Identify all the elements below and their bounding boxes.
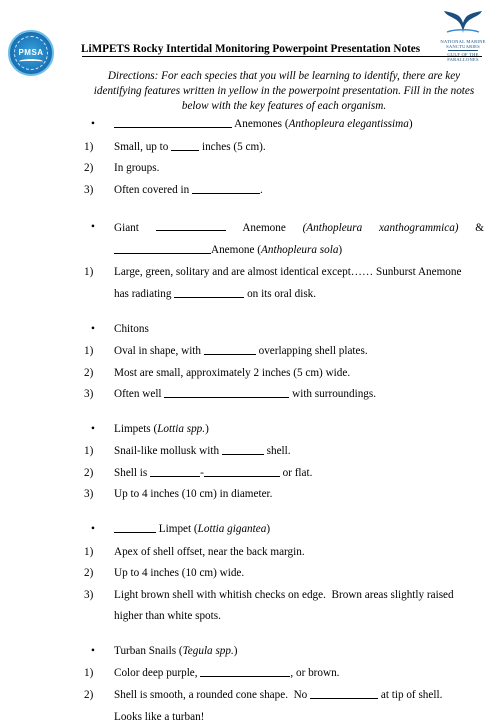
fill-blank[interactable] (150, 466, 200, 477)
logo-divider (448, 50, 478, 51)
section-aggregating-anemone (84, 117, 484, 197)
fill-blank[interactable] (222, 444, 264, 455)
item-number: 3) (84, 183, 93, 198)
bullet-icon: • (91, 422, 95, 437)
list-item (84, 545, 484, 560)
list-item (84, 566, 484, 581)
item-text: . (260, 184, 263, 196)
item-text: Shell is (114, 467, 150, 479)
item-text: Up to 4 inches (10 cm) wide. (114, 567, 244, 579)
latin-name: Anthopleura sola (261, 244, 338, 256)
item-text: Up to 4 inches (10 cm) in diameter. (114, 488, 272, 500)
species-heading (84, 422, 484, 437)
list-item (84, 140, 484, 155)
item-number: 1) (84, 344, 93, 359)
fill-blank[interactable] (114, 243, 211, 254)
heading-line-2 (114, 243, 484, 258)
fill-blank[interactable] (156, 220, 226, 231)
latin-name: Lottia spp. (157, 423, 205, 435)
item-number: 1) (84, 444, 93, 459)
item-number: 2) (84, 466, 93, 481)
list-item (84, 387, 484, 402)
heading-line (114, 220, 484, 236)
logo-line-4: FARALLONES (437, 57, 489, 62)
title-rule (82, 56, 482, 57)
list-item (84, 344, 484, 359)
item-number: 1) (84, 666, 93, 681)
fill-blank[interactable] (200, 666, 290, 677)
bullet-icon: • (91, 644, 95, 659)
bullet-icon: • (91, 522, 95, 537)
logo-wave-icon (19, 59, 43, 64)
section-owl-limpet (84, 522, 484, 624)
item-text: Most are small, approximately 2 inches (5 cm) wide. (114, 367, 350, 379)
heading-close: ) (205, 423, 209, 435)
fill-blank[interactable] (171, 140, 199, 151)
latin-name: Tegula spp. (183, 645, 234, 657)
species-heading (84, 644, 484, 659)
item-number: 1) (84, 140, 93, 155)
item-text: - (200, 467, 204, 479)
item-text: Snail-like mollusk with (114, 445, 222, 457)
section-chitons (84, 322, 484, 402)
item-text: or flat. (280, 467, 313, 479)
heading-close: ) (266, 523, 270, 535)
heading-text: Limpet ( (156, 523, 198, 535)
item-text: Shell is smooth, a rounded cone shape. No (114, 689, 310, 701)
list-item (84, 366, 484, 381)
item-text: on its oral disk. (244, 288, 316, 300)
item-text: Often well (114, 388, 164, 400)
item-text: overlapping shell plates. (256, 345, 368, 357)
item-number: 2) (84, 161, 93, 176)
item-text: inches (5 cm). (199, 141, 265, 153)
item-text: with surroundings. (289, 388, 376, 400)
fill-blank[interactable] (204, 344, 256, 355)
heading-text: Chitons (114, 323, 149, 335)
logo-line-3: GULF OF THE (437, 52, 489, 57)
bullet-icon: • (91, 220, 95, 235)
heading-close: ) (234, 645, 238, 657)
latin-name: Anthopleura elegantissima (289, 118, 409, 130)
item-text: Color deep purple, (114, 667, 200, 679)
item-number: 1) (84, 265, 93, 280)
sanctuary-logo (437, 8, 489, 63)
fill-blank[interactable] (310, 688, 378, 699)
item-text: shell. (264, 445, 291, 457)
item-number: 3) (84, 387, 93, 402)
item-text: Often covered in (114, 184, 192, 196)
item-text-line-2 (114, 287, 484, 302)
heading-word: & (475, 221, 484, 236)
section-turban-snails (84, 644, 484, 724)
bullet-icon: • (91, 322, 95, 337)
fill-blank[interactable] (114, 522, 156, 533)
species-heading (84, 322, 484, 337)
list-item (84, 161, 484, 176)
bullet-icon: • (91, 117, 95, 132)
list-item (84, 183, 484, 198)
item-text: has radiating (114, 288, 174, 300)
latin-name: (Anthopleura (303, 221, 363, 236)
list-item (84, 688, 484, 724)
pmsa-logo (8, 30, 54, 76)
logo-text: PMSA (10, 48, 52, 58)
item-text: Small, up to (114, 141, 171, 153)
fill-blank[interactable] (174, 287, 244, 298)
fill-blank[interactable] (164, 387, 289, 398)
species-heading (84, 220, 484, 257)
heading-close: ) (409, 118, 413, 130)
item-text: Large, green, solitary and are almost identical except…… Sunburst Anemone (114, 265, 484, 280)
list-item (84, 487, 484, 502)
heading-text: Anemone ( (211, 244, 261, 256)
item-text: Apex of shell offset, near the back margin. (114, 546, 305, 558)
list-item (84, 466, 484, 481)
heading-text: Anemones ( (232, 118, 289, 130)
heading-text: Limpets ( (114, 423, 157, 435)
directions-text: Directions: For each species that you will be learning to identify, there are key identifying features written in yellow in the powerpoint presentation. Fill in the notes below with the key features of each organism. (84, 69, 484, 114)
notes-content (84, 117, 484, 724)
item-number: 2) (84, 366, 93, 381)
heading-close: ) (338, 244, 342, 256)
item-text: Light brown shell with whitish checks on edge. Brown areas slightly raised (114, 588, 484, 603)
species-heading (84, 522, 484, 537)
latin-name: Lottia gigantea (198, 523, 267, 535)
section-giant-anemone (84, 220, 484, 301)
item-text: Looks like a turban! (114, 710, 484, 724)
list-item (84, 666, 484, 681)
heading-word: Anemone (242, 221, 286, 236)
item-text: higher than white spots. (114, 609, 484, 624)
section-limpets (84, 422, 484, 502)
fill-blank[interactable] (192, 183, 260, 194)
item-text: Oval in shape, with (114, 345, 204, 357)
item-number: 2) (84, 688, 93, 703)
logo-line-1: NATIONAL MARINE (437, 39, 489, 44)
item-number: 2) (84, 566, 93, 581)
list-item (84, 588, 484, 624)
item-number: 1) (84, 545, 93, 560)
list-item (84, 265, 484, 301)
page-title: LiMPETS Rocky Intertidal Monitoring Powerpoint Presentation Notes (81, 42, 420, 57)
whale-tail-icon (443, 8, 483, 34)
fill-blank[interactable] (204, 466, 280, 477)
heading-word: Giant (114, 221, 139, 236)
item-text-line (114, 688, 484, 703)
item-text: at tip of shell. (378, 689, 442, 701)
species-heading (84, 117, 484, 132)
latin-name: xanthogrammica) (379, 221, 459, 236)
list-item (84, 444, 484, 459)
item-number: 3) (84, 487, 93, 502)
logo-line-2: SANCTUARIES (437, 44, 489, 49)
item-number: 3) (84, 588, 93, 603)
fill-blank[interactable] (114, 117, 232, 128)
item-text: In groups. (114, 162, 159, 174)
item-text: , or brown. (290, 667, 339, 679)
heading-text: Turban Snails ( (114, 645, 183, 657)
